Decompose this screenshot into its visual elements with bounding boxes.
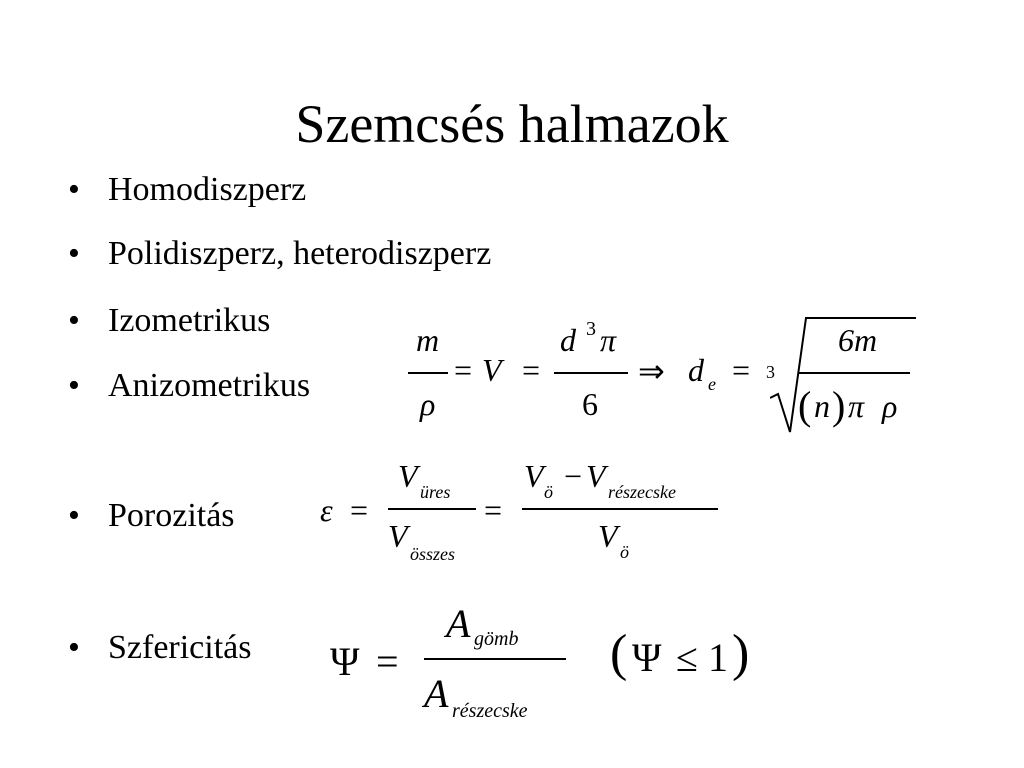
slide-title: Szemcsés halmazok bbox=[295, 94, 729, 154]
volume-symbol: V bbox=[586, 458, 606, 494]
equivalent-diameter-subscript: e bbox=[708, 374, 716, 394]
volume-subscript-o: ö bbox=[620, 542, 629, 562]
equals-sign: = bbox=[350, 492, 369, 528]
fraction-bar bbox=[408, 372, 448, 374]
bullet-marker: • bbox=[68, 367, 80, 404]
volume-symbol: V bbox=[398, 458, 418, 494]
right-paren: ) bbox=[832, 383, 846, 428]
equals-sign: = bbox=[522, 352, 541, 388]
volume-symbol: V bbox=[482, 352, 502, 388]
bullet-marker: • bbox=[68, 302, 80, 339]
bullet-polidiszperz bbox=[68, 234, 491, 274]
volume-symbol: V bbox=[524, 458, 544, 494]
volume-subscript-osszes: összes bbox=[410, 544, 456, 564]
bullet-text: Porozitás bbox=[108, 497, 235, 534]
bullet-text: Szfericitás bbox=[108, 629, 252, 666]
pi-symbol: π bbox=[600, 322, 617, 358]
root-index: 3 bbox=[766, 362, 775, 382]
fraction-bar bbox=[522, 508, 718, 510]
bullet-marker: • bbox=[68, 171, 80, 208]
left-paren: ( bbox=[610, 625, 628, 682]
area-subscript-reszecske: részecske bbox=[452, 700, 528, 722]
right-paren: ) bbox=[732, 625, 750, 682]
bullet-marker: • bbox=[68, 497, 80, 534]
fraction-bar bbox=[798, 372, 910, 374]
mass-symbol: m bbox=[416, 322, 440, 358]
volume-subscript-ures: üres bbox=[420, 482, 451, 502]
epsilon-symbol: ε bbox=[320, 492, 333, 528]
diameter-symbol: d bbox=[560, 322, 576, 358]
less-equal-sign: ≤ bbox=[676, 635, 698, 680]
left-paren: ( bbox=[798, 383, 812, 428]
volume-subscript-o: ö bbox=[544, 482, 553, 502]
equals-sign: = bbox=[376, 639, 399, 684]
bullet-izometrikus bbox=[68, 301, 270, 341]
volume-subscript-reszecske: részecske bbox=[608, 482, 676, 502]
area-subscript-gomb: gömb bbox=[474, 628, 519, 650]
implies-arrow: ⇒ bbox=[638, 353, 665, 389]
volume-symbol: V bbox=[598, 518, 618, 554]
pi-symbol: π bbox=[848, 388, 865, 424]
volume-symbol: V bbox=[388, 518, 408, 554]
psi-symbol: Ψ bbox=[330, 639, 360, 684]
fraction-bar bbox=[388, 508, 476, 510]
bullet-text: Homodiszperz bbox=[108, 171, 307, 208]
fraction-bar bbox=[424, 658, 566, 660]
equals-sign: = bbox=[732, 352, 751, 388]
bullet-marker: • bbox=[68, 235, 80, 272]
one-value: 1 bbox=[708, 635, 728, 680]
area-symbol: A bbox=[424, 671, 449, 716]
area-symbol: A bbox=[446, 601, 471, 646]
equals-sign: = bbox=[484, 492, 503, 528]
equivalent-diameter-symbol: d bbox=[688, 352, 704, 388]
cube-exponent: 3 bbox=[586, 318, 596, 340]
density-symbol: ρ bbox=[420, 386, 436, 422]
fraction-bar bbox=[554, 372, 628, 374]
count-symbol: n bbox=[814, 388, 830, 424]
porosity-formula bbox=[320, 452, 730, 572]
minus-sign: − bbox=[564, 458, 583, 494]
bullet-szfericitas bbox=[68, 628, 252, 668]
bullet-text: Polidiszperz, heterodiszperz bbox=[108, 235, 492, 272]
bullet-porozitas bbox=[68, 496, 235, 536]
bullet-marker: • bbox=[68, 629, 80, 666]
bullet-homodiszperz bbox=[68, 170, 306, 210]
equals-sign: = bbox=[454, 352, 473, 388]
bullet-text: Anizometrikus bbox=[108, 367, 311, 404]
numerator-6m: 6m bbox=[838, 322, 878, 358]
denominator-six: 6 bbox=[582, 386, 598, 422]
psi-symbol: Ψ bbox=[632, 635, 662, 680]
bullet-text: Izometrikus bbox=[108, 302, 271, 339]
sphericity-formula bbox=[330, 596, 770, 736]
equivalent-diameter-formula bbox=[390, 310, 930, 440]
density-symbol: ρ bbox=[882, 388, 898, 424]
bullet-anizometrikus bbox=[68, 366, 310, 406]
